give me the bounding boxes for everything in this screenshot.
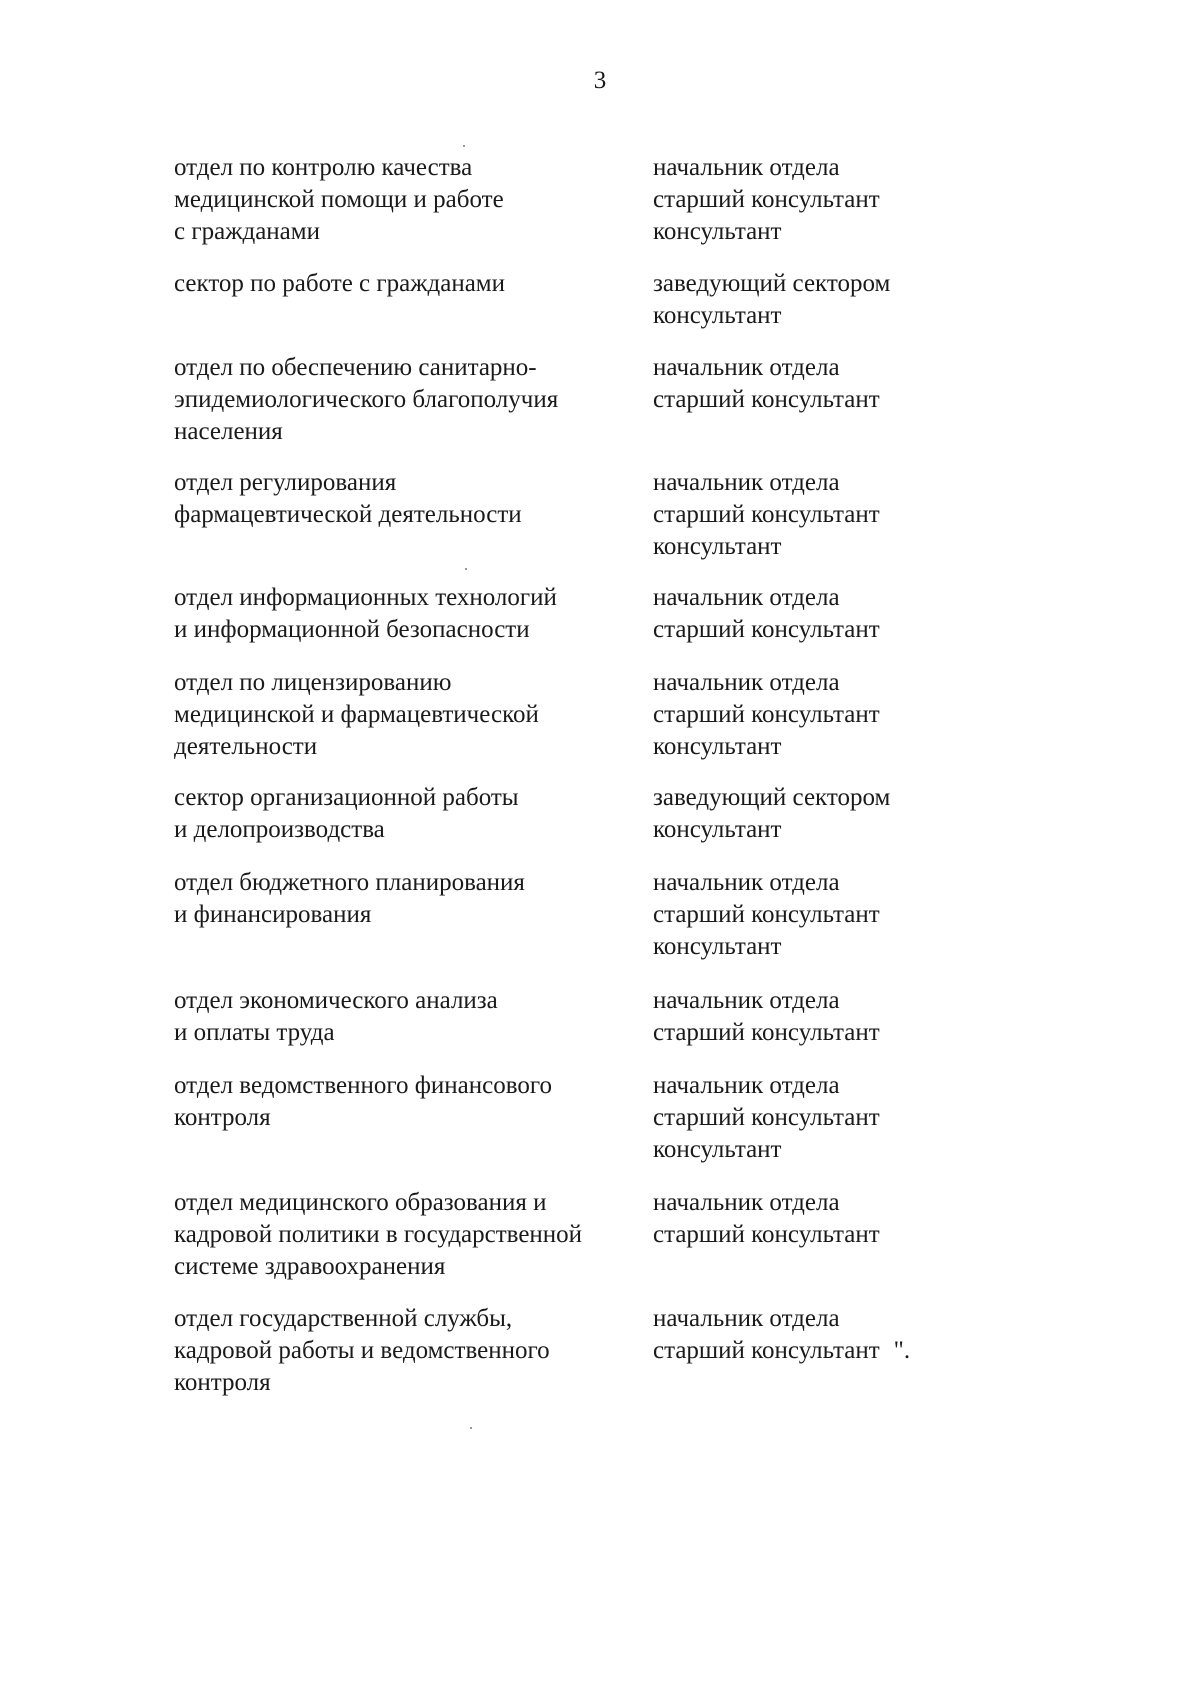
position-line: начальник отдела xyxy=(653,584,840,611)
page-number: 3 xyxy=(593,67,607,94)
position-line xyxy=(653,1335,1073,1367)
position-titles xyxy=(653,582,1073,646)
position-titles xyxy=(653,782,1073,846)
department-name xyxy=(174,985,644,1049)
department-line: медицинской помощи и работе xyxy=(174,186,504,213)
department-line: отдел бюджетного планирования xyxy=(174,869,525,896)
position-line: консультант xyxy=(653,933,782,960)
position-line: консультант xyxy=(653,733,782,760)
position-titles xyxy=(653,1070,1073,1166)
department-line: деятельности xyxy=(174,733,318,760)
position-line: начальник отдела xyxy=(653,1072,840,1099)
department-line: отдел регулирования xyxy=(174,469,397,496)
position-line: начальник отдела xyxy=(653,1305,840,1332)
position-line: заведующий сектором xyxy=(653,270,891,297)
department-line: сектор организационной работы xyxy=(174,784,519,811)
department-line: отдел информационных технологий xyxy=(174,584,557,611)
position-line: старший консультант xyxy=(653,701,880,728)
position-titles xyxy=(653,667,1073,763)
position-line: консультант xyxy=(653,218,782,245)
department-name xyxy=(174,152,644,248)
department-name xyxy=(174,782,644,846)
department-line: отдел по обеспечению санитарно- xyxy=(174,354,537,381)
closing-quote: ". xyxy=(893,1337,911,1364)
position-line: начальник отдела xyxy=(653,869,840,896)
department-line: кадровой политики в государственной xyxy=(174,1221,583,1248)
position-titles xyxy=(653,152,1073,248)
position-line: начальник отдела xyxy=(653,669,840,696)
department-line: населения xyxy=(174,418,283,445)
position-line: начальник отдела xyxy=(653,354,840,381)
department-name xyxy=(174,582,644,646)
position-titles xyxy=(653,985,1073,1049)
scan-speck xyxy=(463,145,465,147)
scan-speck xyxy=(465,568,467,570)
position-line: старший консультант xyxy=(653,501,880,528)
department-line: отдел государственной службы, xyxy=(174,1305,513,1332)
position-line: консультант xyxy=(653,816,782,843)
department-line: и финансирования xyxy=(174,901,372,928)
department-name xyxy=(174,467,644,531)
department-line: отдел ведомственного финансового xyxy=(174,1072,553,1099)
position-line: начальник отдела xyxy=(653,469,840,496)
position-line: старший консультант xyxy=(653,186,880,213)
department-name xyxy=(174,1070,644,1134)
position-text: старший консультант xyxy=(653,1337,880,1364)
department-line: и оплаты труда xyxy=(174,1019,335,1046)
position-line: старший консультант xyxy=(653,386,880,413)
department-line: сектор по работе с гражданами xyxy=(174,270,506,297)
position-line: консультант xyxy=(653,302,782,329)
department-line: системе здравоохранения xyxy=(174,1253,446,1280)
position-line: старший консультант xyxy=(653,616,880,643)
department-line: отдел экономического анализа xyxy=(174,987,498,1014)
department-line: контроля xyxy=(174,1104,271,1131)
position-titles xyxy=(653,268,1073,332)
position-titles xyxy=(653,1303,1073,1367)
position-titles xyxy=(653,867,1073,963)
position-line: старший консультант xyxy=(653,901,880,928)
department-name xyxy=(174,352,644,448)
position-line: старший консультант xyxy=(653,1019,880,1046)
department-name xyxy=(174,268,644,300)
department-name xyxy=(174,667,644,763)
department-line: и информационной безопасности xyxy=(174,616,530,643)
department-line: отдел по лицензированию xyxy=(174,669,452,696)
department-name xyxy=(174,1303,644,1399)
department-line: фармацевтической деятельности xyxy=(174,501,522,528)
department-line: медицинской и фармацевтической xyxy=(174,701,539,728)
position-titles xyxy=(653,467,1073,563)
department-line: кадровой работы и ведомственного xyxy=(174,1337,550,1364)
position-line: начальник отдела xyxy=(653,987,840,1014)
department-line: с гражданами xyxy=(174,218,320,245)
position-titles xyxy=(653,1187,1073,1251)
department-line: эпидемиологического благополучия xyxy=(174,386,559,413)
department-line: и делопроизводства xyxy=(174,816,385,843)
position-line: старший консультант xyxy=(653,1221,880,1248)
department-line: отдел медицинского образования и xyxy=(174,1189,547,1216)
position-line: консультант xyxy=(653,1136,782,1163)
position-titles xyxy=(653,352,1073,416)
position-line: консультант xyxy=(653,533,782,560)
position-line: заведующий сектором xyxy=(653,784,891,811)
department-line: контроля xyxy=(174,1369,271,1396)
scan-speck xyxy=(470,1427,472,1429)
position-line: начальник отдела xyxy=(653,1189,840,1216)
position-line: начальник отдела xyxy=(653,154,840,181)
position-line: старший консультант xyxy=(653,1104,880,1131)
department-line: отдел по контролю качества xyxy=(174,154,473,181)
department-name xyxy=(174,1187,644,1283)
department-name xyxy=(174,867,644,931)
